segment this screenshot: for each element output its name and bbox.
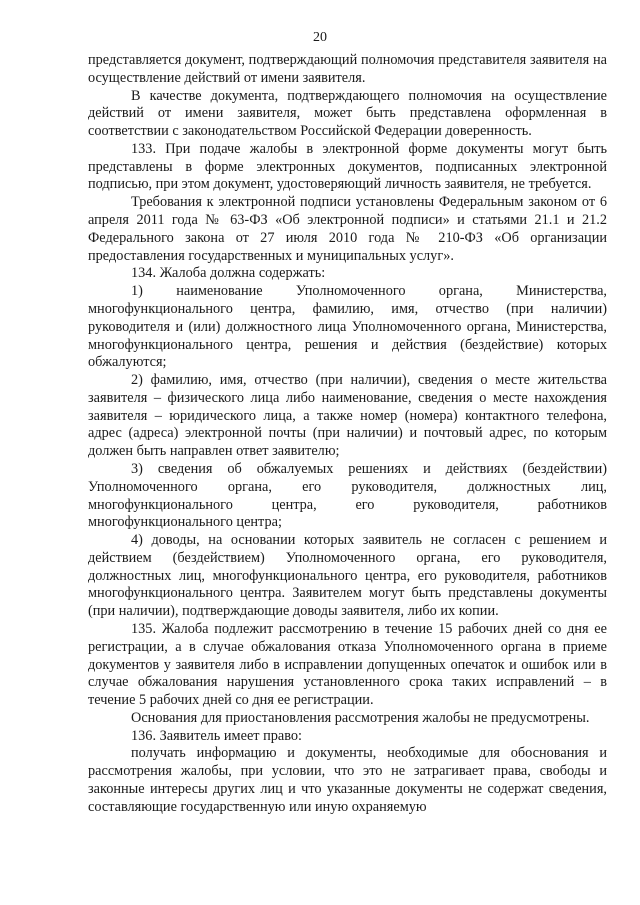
list-item-4-arguments: 4) доводы, на основании которых заявитель не согласен с решением и действием (бездействием) Уполномоченного органа, его руководителя, должностных лиц, многофункционального центра, его руководителя, работников многофункционального центра. Заявителем могут быть представлены документы (при наличии), подтверждающие доводы заявителя, либо их копии. [88, 532, 607, 620]
paragraph-power-of-attorney: В качестве документа, подтверждающего полномочия на осуществление действий от имени заявителя, может быть представлена оформленная в соответствии с законодательством Российской Федерации доверенность. [88, 87, 607, 140]
paragraph-electronic-signature-requirements: Требования к электронной подписи установлены Федеральным законом от 6 апреля 2011 года № 63-ФЗ «Об электронной подписи» и статьями 21.1 и 21.2 Федерального закона от 27 июля 2010 года № 210-ФЗ «Об организации предоставления государственных и муниципальных услуг». [88, 194, 607, 264]
list-item-2-applicant-details: 2) фамилию, имя, отчество (при наличии), сведения о месте жительства заявителя – физического лица либо наименование, сведения о месте нахождения заявителя – юридического лица, а также номер (номера) контактного телефона, адрес (адреса) электронной почты (при наличии) и почтовый адрес, по которым должен быть направлен ответ заявителю; [88, 372, 607, 460]
paragraph-135-review-period: 135. Жалоба подлежит рассмотрению в течение 15 рабочих дней со дня ее регистрации, а в случае обжалования отказа Уполномоченного органа в приеме документов у заявителя либо в исправлении допущенных опечаток и ошибок или в случае обжалования нарушения установленного срока таких исправлений – в течение 5 рабочих дней со дня ее регистрации. [88, 621, 607, 709]
list-item-1-organization-names: 1) наименование Уполномоченного органа, Министерства, многофункционального центра, фамилию, имя, отчество (при наличии) руководителя и (или) должностного лица Уполномоченного органа, Министерства, многофункционального центра, решения и действия (бездействие) которых обжалуются; [88, 283, 607, 371]
list-item-3-appealed-decisions: 3) сведения об обжалуемых решениях и действиях (бездействии) Уполномоченного органа, его руководителя, должностных лиц, многофункционального центра, его руководителя, работников многофункционального центра; [88, 460, 607, 531]
page-number: 20 [313, 30, 327, 45]
paragraph-134-complaint-contents: 134. Жалоба должна содержать: [131, 265, 326, 282]
paragraph-right-to-information: получать информацию и документы, необходимые для обоснования и рассмотрения жалобы, при условии, что это не затрагивает права, свободы и законные интересы других лиц и что указанные документы не содержат сведения, составляющие государственную или иную охраняемую [88, 745, 607, 815]
document-body [88, 52, 607, 817]
paragraph-no-suspension-grounds: Основания для приостановления рассмотрения жалобы не предусмотрены. [131, 709, 590, 726]
paragraph-136-applicant-rights: 136. Заявитель имеет право: [131, 727, 303, 744]
paragraph-continuation: представляется документ, подтверждающий полномочия представителя заявителя на осуществление действий от имени заявителя. [88, 52, 607, 86]
paragraph-133-electronic-documents: 133. При подаче жалобы в электронной форме документы могут быть представлены в форме электронных документов, подписанных электронной подписью, при этом документ, удостоверяющий личность заявителя, не требуется. [88, 140, 607, 193]
